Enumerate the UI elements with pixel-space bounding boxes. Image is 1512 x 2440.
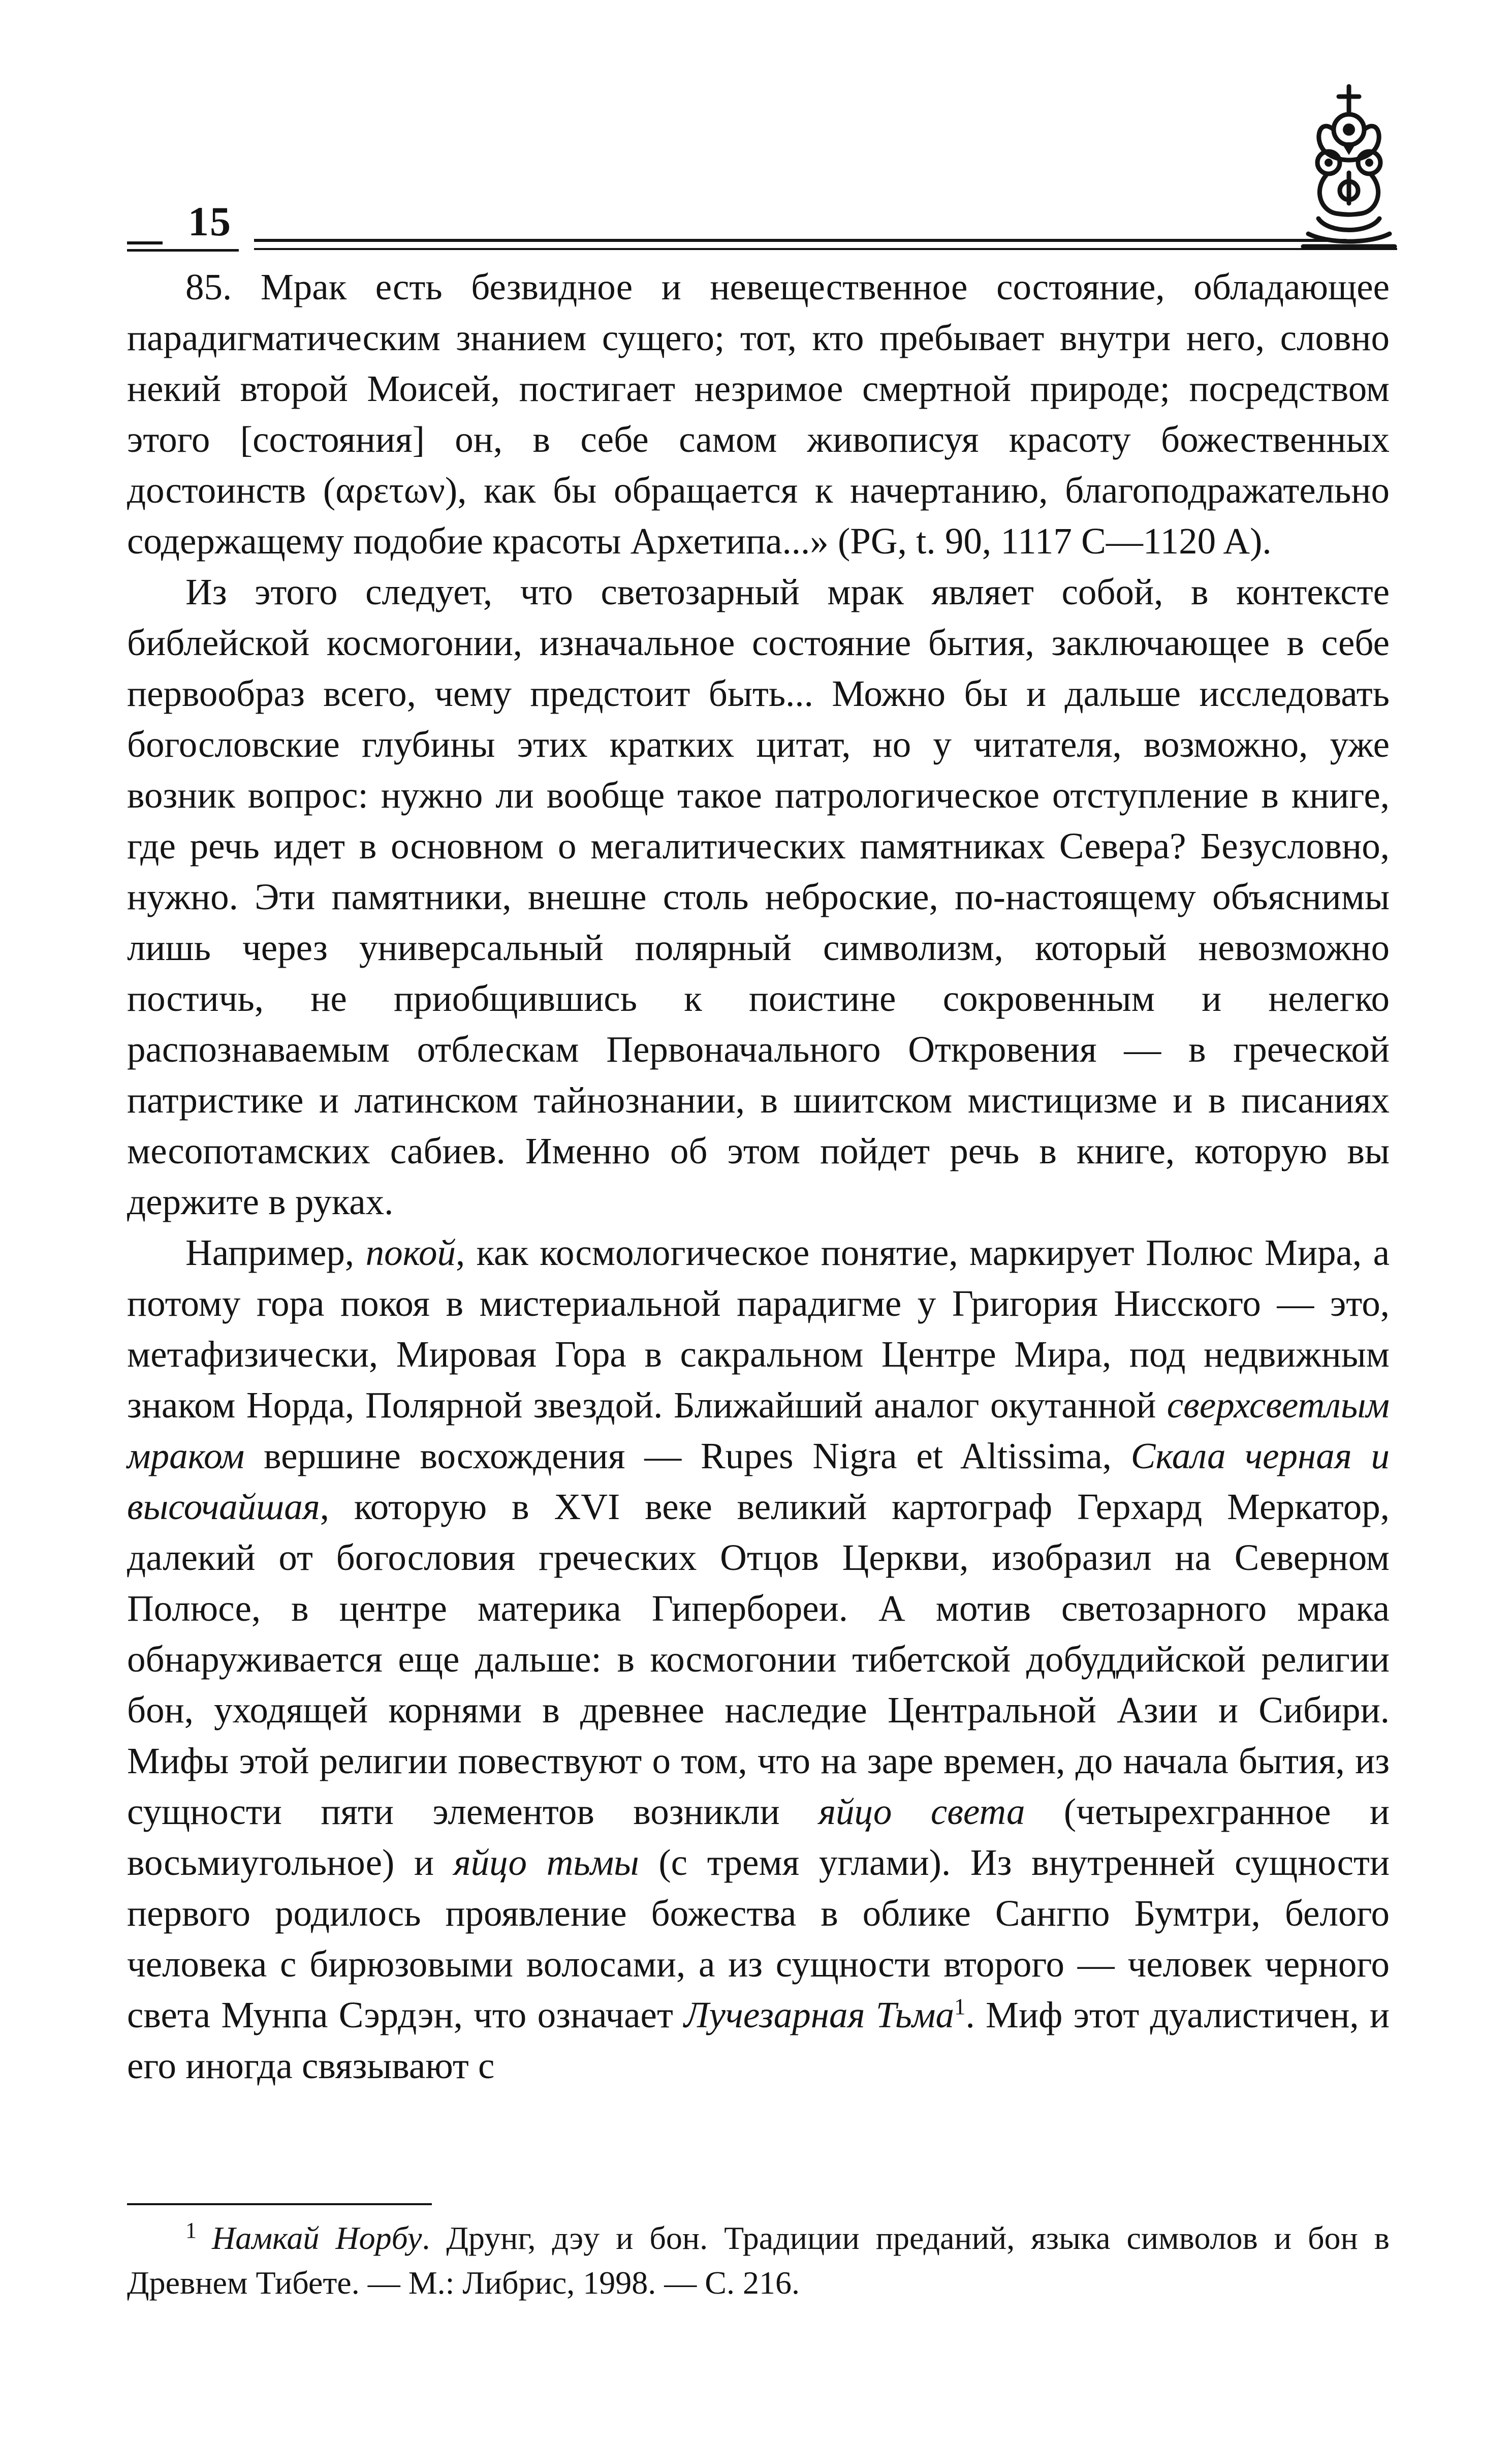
p3-text-1: Например,: [185, 1232, 366, 1273]
decorative-knot-ornament-icon: [1298, 81, 1400, 254]
header-rule-bottom: [254, 248, 1397, 250]
italic-term-skala-chernaya: Скала черная и высочайшая: [127, 1435, 1390, 1527]
footnote-text: . Друнг, дэу и бон. Традиции преданий, языка символов и бон в Древнем Тибете. — М.: Либрис, 1998. — С. 216.: [127, 2220, 1390, 2301]
p3-text-3: вершине восхождения — Rupes Nigra et Altissima,: [244, 1435, 1131, 1476]
italic-term-pokoy: покой: [365, 1232, 456, 1273]
p3-text-7: . Миф этот дуалистичен, и его иногда связывают с: [127, 1994, 1390, 2086]
footnote: [127, 2216, 1390, 2305]
italic-term-sverkhsvetlym-mrakom: сверхсветлым мраком: [127, 1384, 1390, 1476]
p3-text-4: , которую в XVI веке великий картограф Герхард Меркатор, далекий от богословия греческих Отцов Церкви, изобразил на Северном Полюсе, в центре материка Гипербореи. А мотив светозарного мрака обнаруживается еще дальше: в космогонии тибетской добуддийской религии бон, уходящей корнями в древнее наследие Центральной Азии и Сибири. Мифы этой религии повествуют о том, что на заре времен, до начала бытия, из сущности пяти элементов возникли: [127, 1486, 1390, 1832]
body-text: [127, 262, 1390, 2091]
footnote-reference[interactable]: 1: [954, 1994, 966, 2020]
p3-text-5: (четырехгранное и восьмиугольное) и: [127, 1791, 1390, 1883]
paragraph-3: [127, 1227, 1390, 2091]
paragraph-1: 85. Мрак есть безвидное и невещественное состояние, обладающее парадигматическим знанием сущего; тот, кто пребывает внутри него, словно некий второй Моисей, постигает незримое смертной природе; посредством этого [состояния] он, в себе самом живописуя красоту божественных достоинств (αρετων), как бы обращается к начертанию, благоподражательно содержащему подобие красоты Архетипа...» (PG, t. 90, 1117 C—1120 A).: [127, 266, 1390, 562]
p3-text-2: , как космологическое понятие, маркирует Полюс Мира, а потому гора покоя в мистериальной парадигме у Григория Нисского — это, метафизически, Мировая Гора в сакральном Центре Мира, под недвижным знаком Норда, Полярной звездой. Ближайший аналог окутанной: [127, 1232, 1390, 1426]
italic-term-yaytso-sveta: яйцо света: [818, 1791, 1025, 1832]
footnote-divider: [127, 2203, 432, 2205]
page-number: 15: [188, 198, 232, 244]
header-rule-left-under: [127, 249, 239, 252]
italic-term-yaytso-tmy: яйцо тьмы: [453, 1842, 639, 1883]
header-rule-top: [254, 239, 1346, 242]
header-rule-left: [127, 241, 163, 244]
p3-text-6: (с тремя углами). Из внутренней сущности первого родилось проявление божества в облике Сангпо Бумтри, белого человека с бирюзовыми волосами, а из сущности второго — человек черного света Мунпа Сэрдэн, что означает: [127, 1842, 1390, 2035]
footnote-marker: 1: [185, 2217, 197, 2243]
footnote-author: Намкай Норбу: [212, 2220, 422, 2256]
italic-term-luchezarnaya-tma: Лучезарная Тьма: [684, 1994, 954, 2035]
paragraph-2: Из этого следует, что светозарный мрак являет собой, в контексте библейской космогонии, изначальное состояние бытия, заключающее в себе первообраз всего, чему предстоит быть... Можно бы и дальше исследовать богословские глубины этих кратких цитат, но у читателя, возможно, уже возник вопрос: нужно ли вообще такое патрологическое отступление в книге, где речь идет в основном о мегалитических памятниках Севера? Безусловно, нужно. Эти памятники, внешне столь неброские, по-настоящему объяснимы лишь через универсальный полярный символизм, который невозможно постичь, не приобщившись к поистине сокровенным и нелегко распознаваемым отблескам Первоначального Откровения — в греческой патристике и латинском тайнознании, в шиитском мистицизме и в писаниях месопотамских сабиев. Именно об этом пойдет речь в книге, которую вы держите в руках.: [127, 571, 1390, 1222]
